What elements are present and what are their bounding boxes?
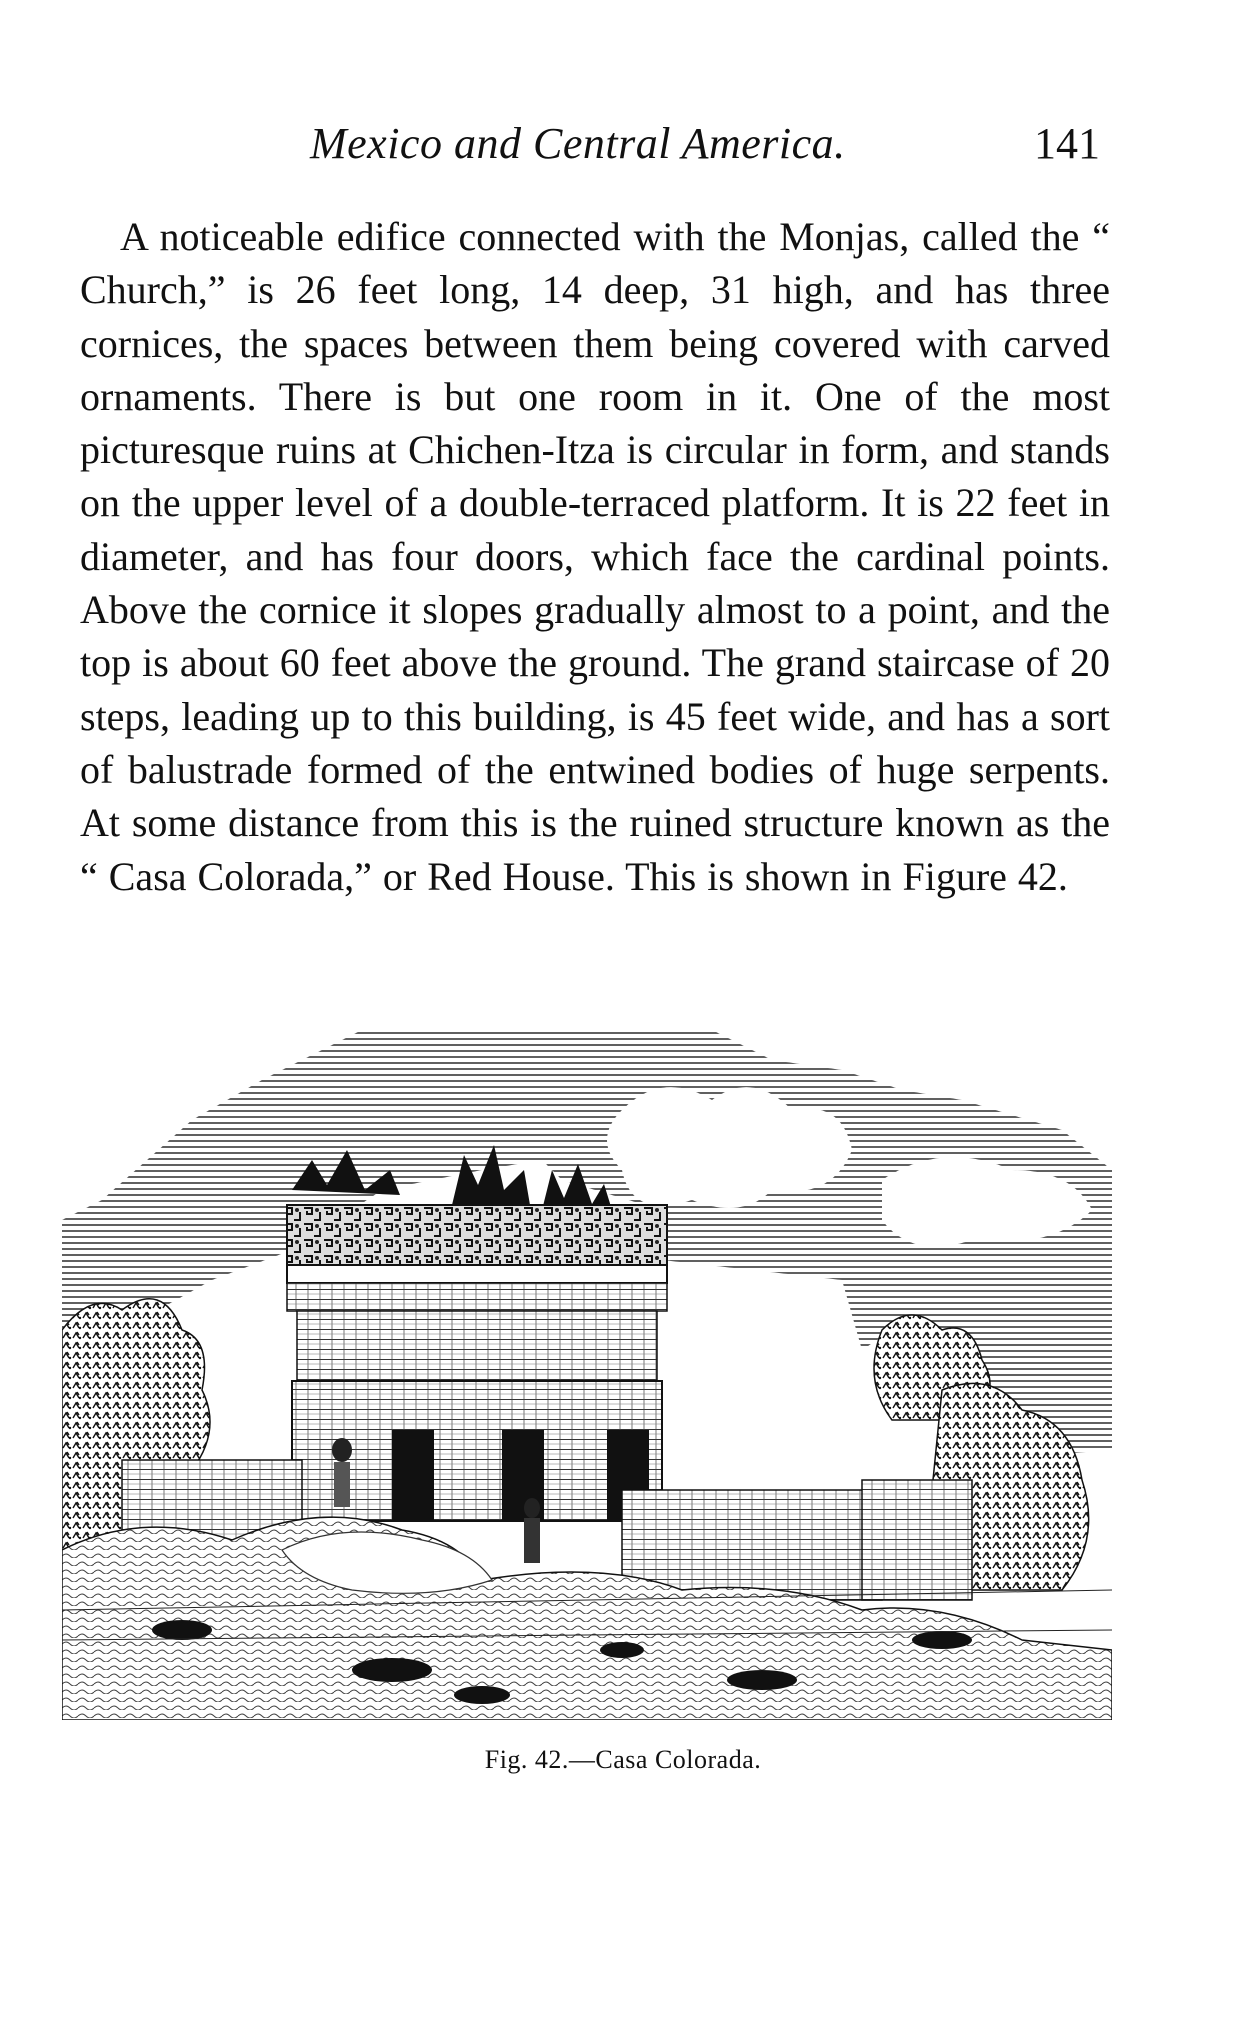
running-head xyxy=(80,118,1100,178)
casa-colorada-engraving xyxy=(62,1030,1112,1720)
engraving-illustration xyxy=(62,1030,1112,1720)
body-paragraph: A noticeable edifice connected with the Monjas, called the “ Church,” is 26 feet long, 14 deep, 31 high, and has three cornices, the spaces between them being covered with carved ornaments. There is but one room in it. One of the most picturesque ruins at Chichen-Itza is circular in form, and stands on the upper level of a double-terraced platform. It is 22 feet in diameter, and has four doors, which face the cardinal points. Above the cornice it slopes gradually almost to a point, and the top is about 60 feet above the ground. The grand staircase of 20 steps, leading up to this building, is 45 feet wide, and has a sort of balustrade formed of the entwined bodies of huge serpents. At some distance from this is the ruined structure known as the “ Casa Colorada,” or Red House. This is shown in Figure 42. xyxy=(80,214,1110,899)
page-number: 141 xyxy=(1034,119,1100,168)
figure-caption: Fig. 42.—Casa Colorada. xyxy=(484,1745,762,1774)
running-title: Mexico and Central America. xyxy=(310,119,846,168)
